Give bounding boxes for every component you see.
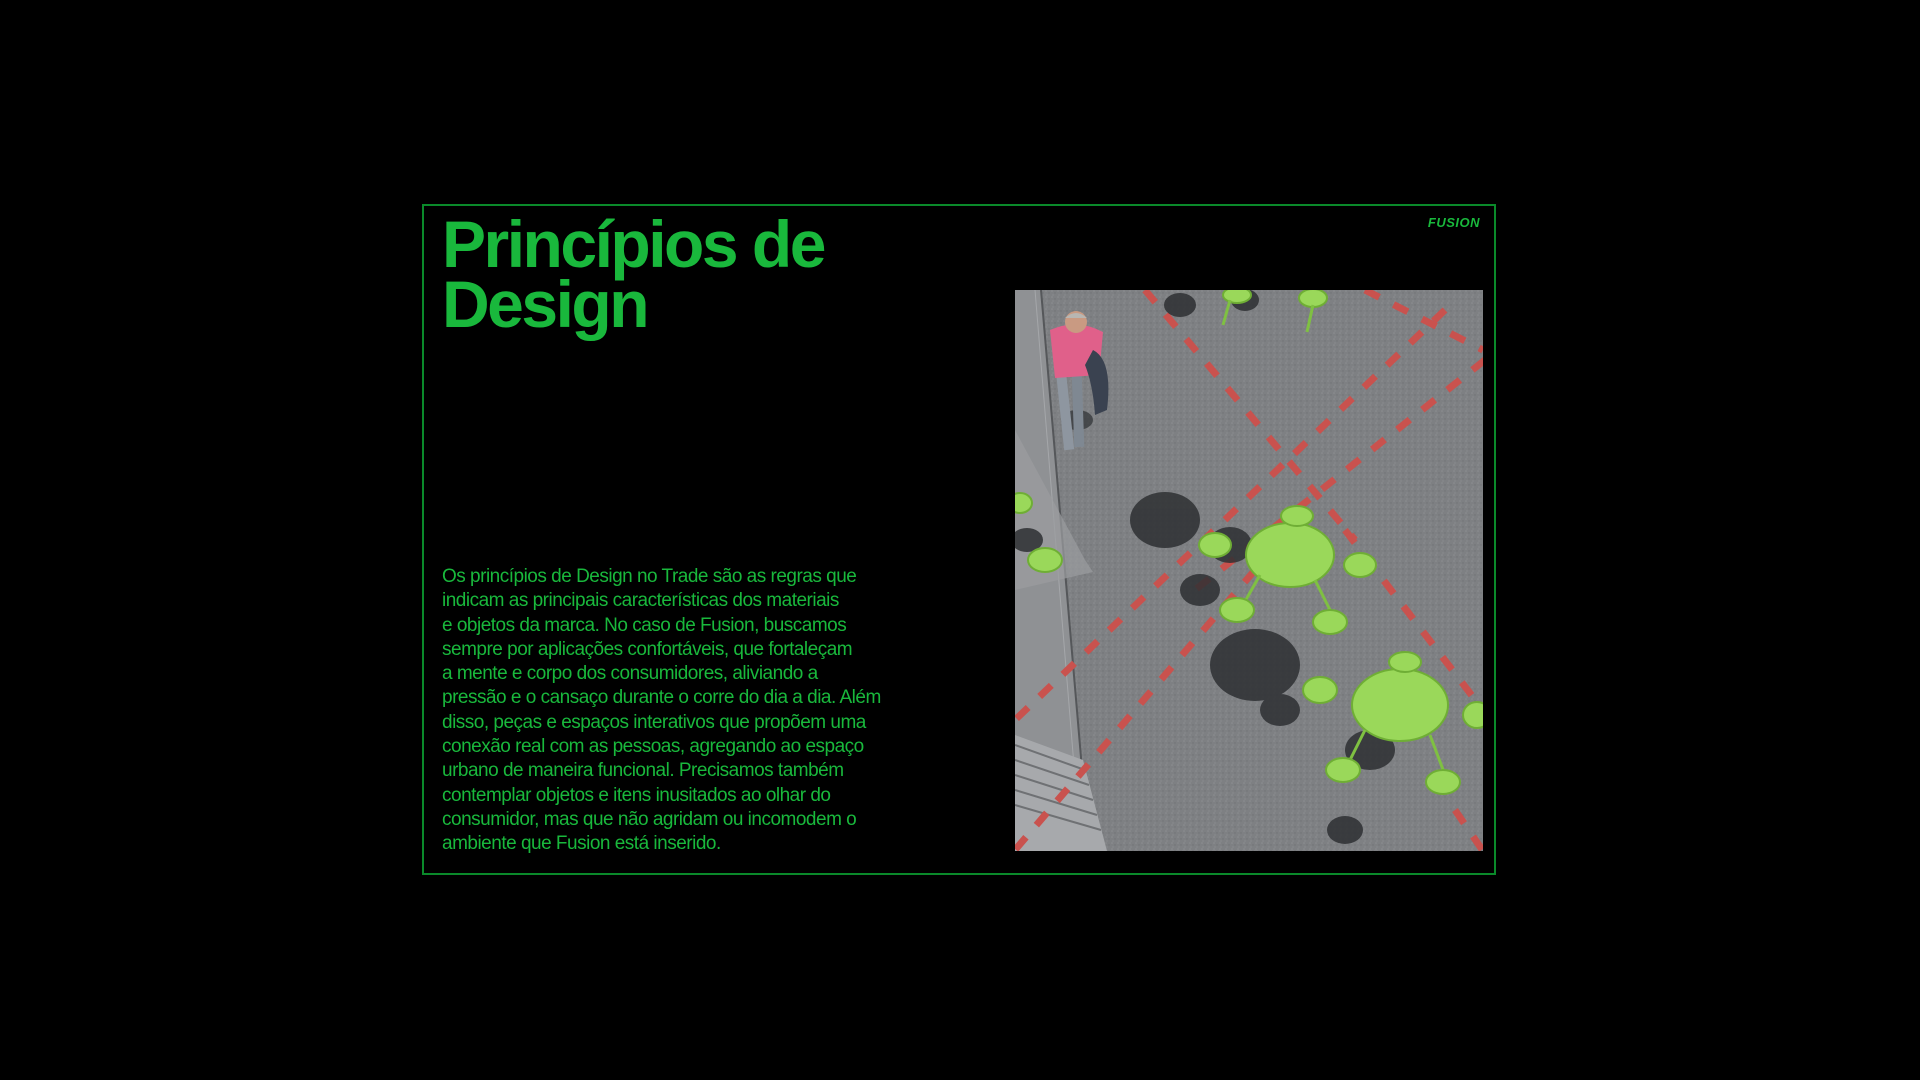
brand-logo: FUSION xyxy=(1427,215,1480,230)
page-title: Princípios de Design xyxy=(442,207,824,341)
slide-frame xyxy=(422,204,1496,875)
aerial-photo xyxy=(1015,290,1483,851)
aerial-photo-icon xyxy=(1015,290,1483,851)
body-paragraph: Os princípios de Design no Trade são as regras que indicam as principais características dos materiais e objetos da marca. No caso de Fusion, buscamos sempre por aplicações confortáveis, que fortaleçam a mente e corpo dos consumidores, aliviando a pressão e o cansaço durante o corre do dia a dia. Além disso, peças e espaços interativos que propõem uma conexão real com as pessoas, agregando ao espaço urbano de maneira funcional. Precisamos também contemplar objetos e itens inusitados ao olhar do consumidor, mas que não agridam ou incomodem o ambiente que Fusion está inserido. xyxy=(442,566,881,855)
